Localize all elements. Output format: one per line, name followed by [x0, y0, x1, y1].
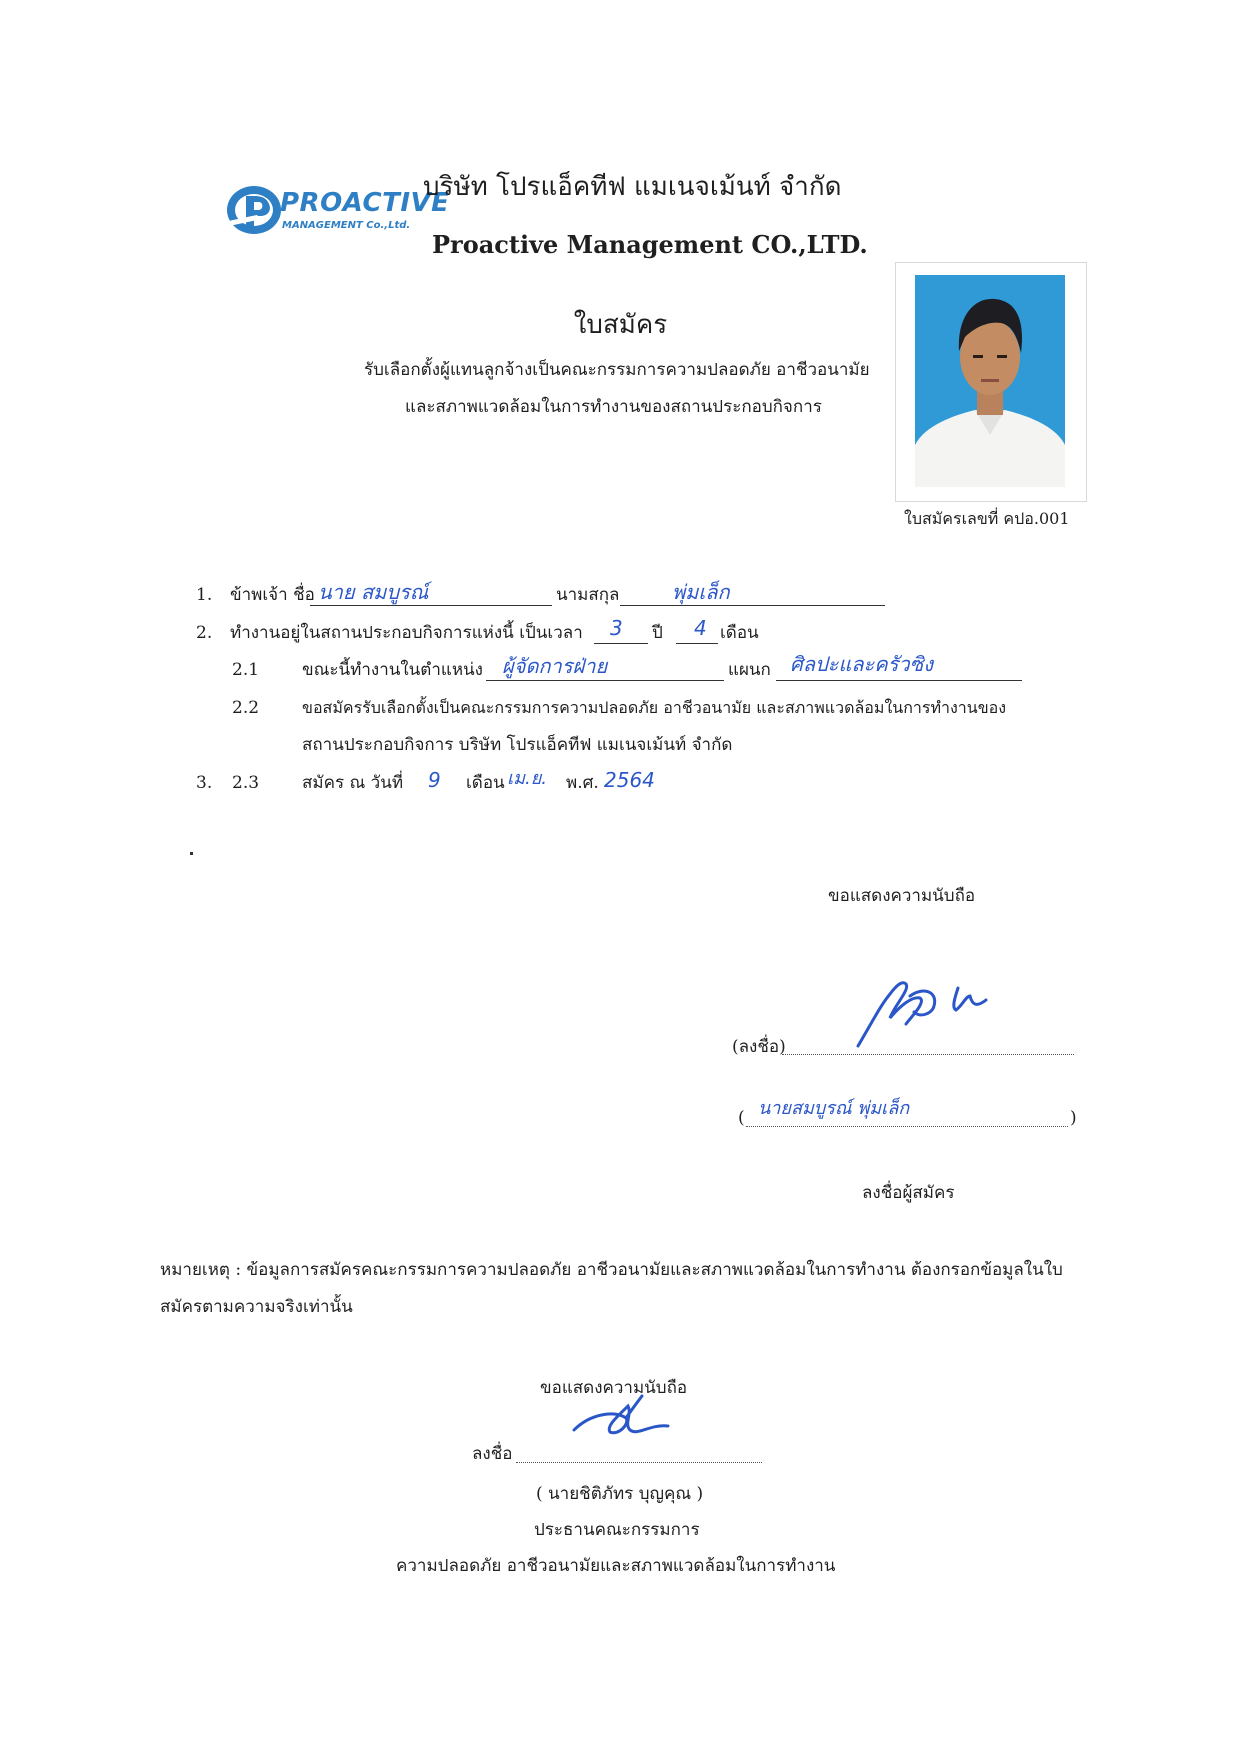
person-portrait-icon — [915, 275, 1065, 487]
apply-day-field[interactable]: 9 — [428, 768, 441, 792]
months-field[interactable]: 4 — [694, 616, 707, 640]
item2-label: ทำงานอยู่ในสถานประกอบกิจการแห่งนี้ เป็นเวลา — [230, 623, 583, 643]
apply-day-label: สมัคร ณ วันที่ — [302, 773, 404, 793]
item3-number: 3. — [196, 773, 213, 793]
applicant-signature-icon — [850, 966, 1000, 1054]
surname-underline — [620, 605, 885, 606]
applicant-paren-open: ( — [738, 1108, 745, 1128]
name-underline — [310, 605, 552, 606]
item2-1-number: 2.1 — [232, 660, 260, 680]
name-field[interactable]: นาย สมบูรณ์ — [318, 580, 429, 604]
apply-year-label: พ.ศ. — [566, 773, 599, 793]
document-subtitle-line1: รับเลือกตั้งผู้แทนลูกจ้างเป็นคณะกรรมการความปลอดภัย อาชีวอนามัย — [364, 360, 870, 380]
logo-text: PROACTIVE — [280, 188, 450, 218]
applicant-written-name: นายสมบูรณ์ พุ่มเล็ก — [758, 1098, 910, 1119]
company-logo-icon — [224, 182, 288, 238]
years-underline — [594, 643, 648, 644]
applicant-sign-label: (ลงชื่อ) — [732, 1037, 786, 1057]
company-name-thai: บริษัท โปรแอ็คทีฟ แมเนจเม้นท์ จำกัด — [423, 172, 842, 202]
item2-2-line1: ขอสมัครรับเลือกตั้งเป็นคณะกรรมการความปลอดภัย อาชีวอนามัย และสภาพแวดล้อมในการทำงานของ — [302, 698, 1007, 717]
department-field[interactable]: ศิลปะและครัวซิง — [790, 652, 933, 676]
item2-2-line2: สถานประกอบกิจการ บริษัท โปรแอ็คทีฟ แมเนจเม้นท์ จำกัด — [302, 735, 733, 755]
stray-dot — [190, 852, 193, 855]
item1-name-label: ข้าพเจ้า ชื่อ — [230, 585, 315, 605]
position-underline — [486, 680, 724, 681]
item2-2-number: 2.2 — [232, 698, 260, 718]
item1-surname-label: นามสกุล — [556, 585, 620, 605]
closing-regards: ขอแสดงความนับถือ — [828, 886, 976, 906]
apply-year-field[interactable]: 2564 — [604, 768, 655, 792]
document-subtitle-line2: และสภาพแวดล้อมในการทำงานของสถานประกอบกิจการ — [405, 397, 822, 417]
applicant-paren-close: ) — [1070, 1108, 1077, 1128]
chair-sign-label: ลงชื่อ — [472, 1444, 513, 1464]
months-underline — [676, 643, 718, 644]
chair-signature-icon — [570, 1384, 674, 1448]
item2-3-number: 2.3 — [232, 773, 260, 793]
months-label: เดือน — [720, 623, 759, 643]
note-line1: หมายเหตุ : ข้อมูลการสมัครคณะกรรมการความปลอดภัย อาชีวอนามัยและสภาพแวดล้อมในการทำงาน ต้องกรอกข้อมูลในใบ — [160, 1260, 1063, 1280]
applicant-photo — [915, 275, 1065, 487]
chair-name: ( นายชิติภัทร บุญคุณ ) — [536, 1484, 704, 1504]
document-title: ใบสมัคร — [573, 310, 668, 340]
chair-sign-line — [516, 1462, 762, 1463]
position-label: ขณะนี้ทำงานในตำแหน่ง — [302, 660, 483, 680]
chair-title-line2: ความปลอดภัย อาชีวอนามัยและสภาพแวดล้อมในการทำงาน — [396, 1556, 836, 1576]
applicant-sign-line — [782, 1054, 1074, 1055]
years-field[interactable]: 3 — [610, 616, 623, 640]
applicant-caption: ลงชื่อผู้สมัคร — [862, 1183, 955, 1203]
form-number: ใบสมัครเลขที่ คปอ.001 — [904, 509, 1070, 528]
apply-month-field[interactable]: เม.ย. — [507, 768, 548, 789]
department-underline — [776, 680, 1022, 681]
department-label: แผนก — [728, 660, 771, 680]
surname-field[interactable]: พุ่มเล็ก — [672, 580, 730, 604]
position-field[interactable]: ผู้จัดการฝ่าย — [502, 654, 608, 678]
note-line2: สมัครตามความจริงเท่านั้น — [160, 1297, 353, 1317]
apply-month-label: เดือน — [466, 773, 505, 793]
chair-closing: ขอแสดงความนับถือ — [540, 1378, 688, 1398]
logo-subtext: MANAGEMENT Co.,Ltd. — [282, 220, 411, 231]
applicant-name-line — [746, 1126, 1068, 1127]
company-name-english: Proactive Management CO.,LTD. — [432, 230, 868, 259]
item1-number: 1. — [196, 585, 213, 605]
item2-number: 2. — [196, 623, 213, 643]
chair-title-line1: ประธานคณะกรรมการ — [534, 1520, 700, 1540]
years-label: ปี — [652, 623, 663, 643]
